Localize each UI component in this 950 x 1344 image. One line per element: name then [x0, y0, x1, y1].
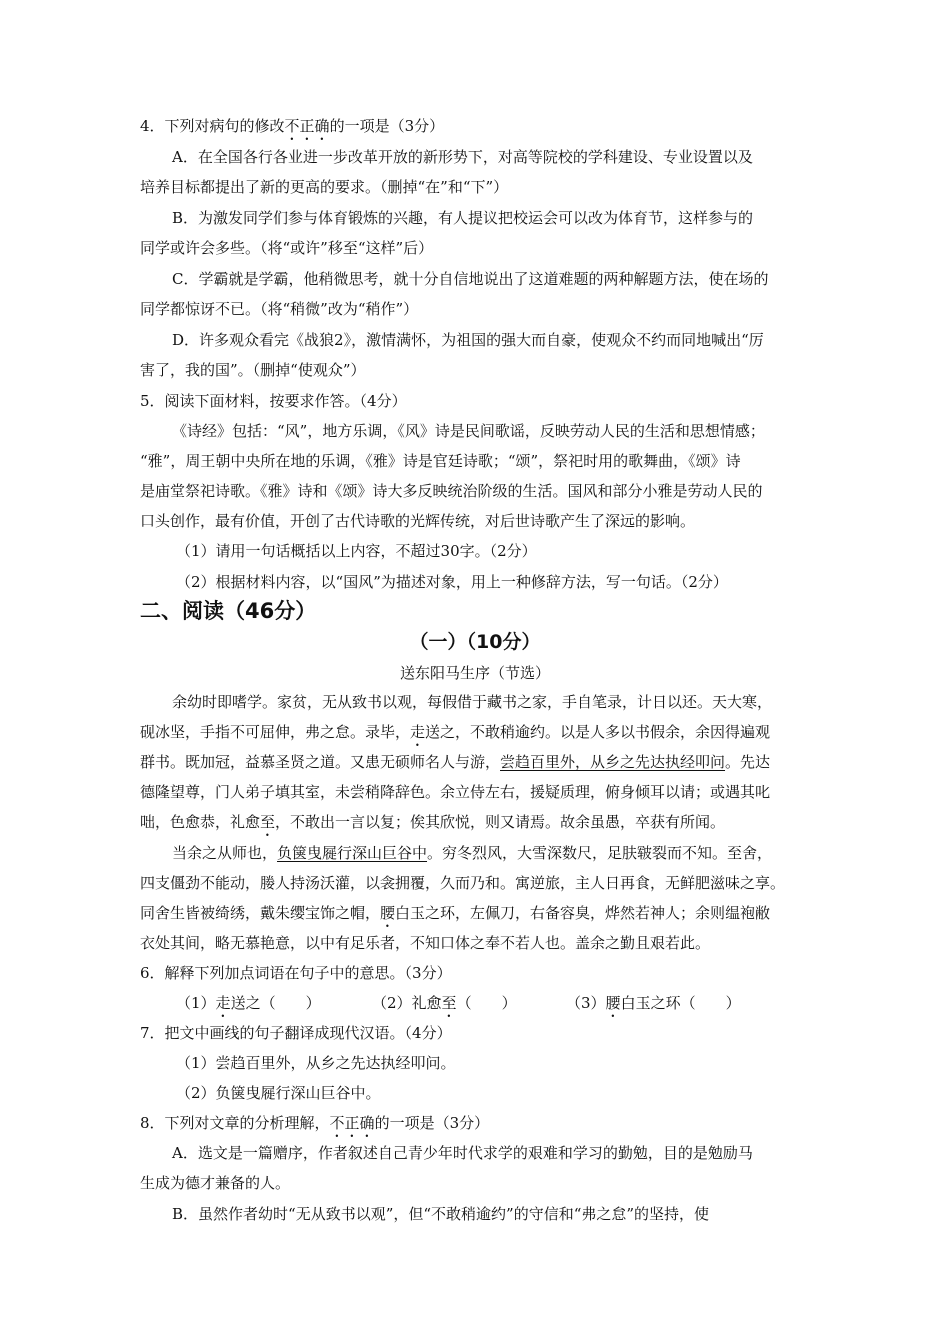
q4-option-c-line2: 同学都惊讶不已。（将“稍微”改为“稍作”）: [140, 300, 419, 318]
q7-sub2: （2）负箧曳屣行深山巨谷中。: [176, 1084, 381, 1102]
passage-line7: 四支僵劲不能动，媵人持汤沃灌，以衾拥覆，久而乃和。寓逆旅，主人日再食，无鲜肥滋味之享。: [140, 874, 786, 892]
q6-stem: 6．解释下列加点词语在句子中的意思。（3分）: [140, 964, 452, 982]
passage-line6: 当余之从师也，负箧曳屣行深山巨谷中。穷冬烈风，大雪深数尺，足肤皲裂而不知。至舍，: [172, 844, 773, 862]
q5-sub2: （2）根据材料内容，以“国风”为描述对象，用上一种修辞方法，写一句话。（2分）: [176, 573, 728, 591]
dotted-word: 走: [410, 723, 426, 741]
q4-option-d-line1: D．许多观众看完《战狼2》，激情满怀，为祖国的强大而自豪，使观众不约而同地喊出“厉: [172, 331, 764, 349]
q8-option-a-line2: 生成为德才兼备的人。: [140, 1174, 291, 1192]
underlined-sentence: 尝趋百里外，从乡之先达执经叩问: [500, 753, 726, 771]
q5-material-line2: “雅”，周王朝中央所在地的乐调，《雅》诗是官廷诗歌；“颂”，祭祀时用的歌舞曲，《颂》诗: [140, 452, 741, 470]
q4-option-a-line2: 培养目标都提出了新的更高的要求。（删掉“在”和“下”）: [140, 178, 509, 196]
q6-item3: （3）腰白玉之环（ ）: [566, 994, 741, 1012]
q8-emphasis: 不正确: [329, 1114, 375, 1132]
q8-option-b-line1: B．虽然作者幼时“无从致书以观”，但“不敢稍逾约”的守信和“弗之怠”的坚持，使: [172, 1205, 710, 1223]
passage-line8: 同舍生皆被绮绣，戴朱缨宝饰之帽，腰白玉之环，左佩刀，右备容臭，烨然若神人；余则缊袍敝: [140, 904, 771, 922]
q4-option-d-line2: 害了，我的国”。（删掉“使观众”）: [140, 361, 366, 379]
underlined-sentence: 负箧曳屣行深山巨谷中: [277, 844, 428, 862]
passage-line3: 群书。既加冠，益慕圣贤之道。又患无硕师名人与游，尝趋百里外，从乡之先达执经叩问。先达: [140, 753, 771, 771]
section-heading: 二、阅读（46分）: [140, 599, 317, 623]
part-heading: （一）（10分）: [409, 631, 541, 653]
passage-line1: 余幼时即嗜学。家贫，无从致书以观，每假借于藏书之家，手自笔录，计日以还。天大寒，: [172, 693, 773, 711]
q8-option-a-line1: A．选文是一篇赠序，作者叙述自己青少年时代求学的艰难和学习的勤勉，目的是勉励马: [172, 1144, 753, 1162]
q4-emphasis: 不正确: [284, 117, 330, 135]
q6-item1: （1）走送之（ ）: [176, 994, 321, 1012]
q4-stem: 4．下列对病句的修改不正确的一项是（3分）: [140, 117, 445, 135]
passage-title: 送东阳马生序（节选）: [399, 664, 550, 682]
dotted-word: 至: [260, 813, 276, 831]
passage-line9: 衣处其间，略无慕艳意，以中有足乐者，不知口体之奉不若人也。盖余之勤且艰若此。: [140, 934, 711, 952]
q5-material-line1: 《诗经》包括：“风”，地方乐调，《风》诗是民间歌谣，反映劳动人民的生活和思想情感；: [172, 422, 765, 440]
q5-stem: 5．阅读下面材料，按要求作答。（4分）: [140, 392, 407, 410]
q4-option-c-line1: C．学霸就是学霸，他稍微思考，就十分自信地说出了这道难题的两种解题方法，使在场的: [172, 270, 769, 288]
passage-line2: 砚冰坚，手指不可屈伸，弗之怠。录毕，走送之，不敢稍逾约。以是人多以书假余，余因得遍观: [140, 723, 771, 741]
q4-option-b-line2: 同学或许会多些。（将“或许”移至“这样”后）: [140, 239, 434, 257]
q4-option-a-line1: A．在全国各行各业进一步改革开放的新形势下，对高等院校的学科建设、专业设置以及: [172, 148, 753, 166]
dotted-word: 至: [441, 994, 457, 1012]
passage-line5: 咄，色愈恭，礼愈至，不敢出一言以复；俟其欣悦，则又请焉。故余虽愚，卒获有所闻。: [140, 813, 726, 831]
q6-item2: （2）礼愈至（ ）: [372, 994, 517, 1012]
q5-sub1: （1）请用一句话概括以上内容，不超过30字。（2分）: [176, 542, 537, 560]
q5-material-line4: 口头创作，最有价值，开创了古代诗歌的光辉传统，对后世诗歌产生了深远的影响。: [140, 512, 696, 530]
passage-line4: 德隆望尊，门人弟子填其室，未尝稍降辞色。余立侍左右，援疑质理，俯身倾耳以请；或遇其叱: [140, 783, 771, 801]
dotted-word: 走: [215, 994, 231, 1012]
q7-sub1: （1）尝趋百里外，从乡之先达执经叩问。: [176, 1054, 456, 1072]
q4-option-b-line1: B．为激发同学们参与体育锻炼的兴趣，有人提议把校运会可以改为体育节，这样参与的: [172, 209, 754, 227]
q8-stem: 8．下列对文章的分析理解，不正确的一项是（3分）: [140, 1114, 490, 1132]
q5-material-line3: 是庙堂祭祀诗歌。《雅》诗和《颂》诗大多反映统治阶级的生活。国风和部分小雅是劳动人民的: [140, 482, 763, 500]
q7-stem: 7．把文中画线的句子翻译成现代汉语。（4分）: [140, 1024, 452, 1042]
dotted-word: 腰: [380, 904, 396, 922]
dotted-word: 腰: [605, 994, 621, 1012]
